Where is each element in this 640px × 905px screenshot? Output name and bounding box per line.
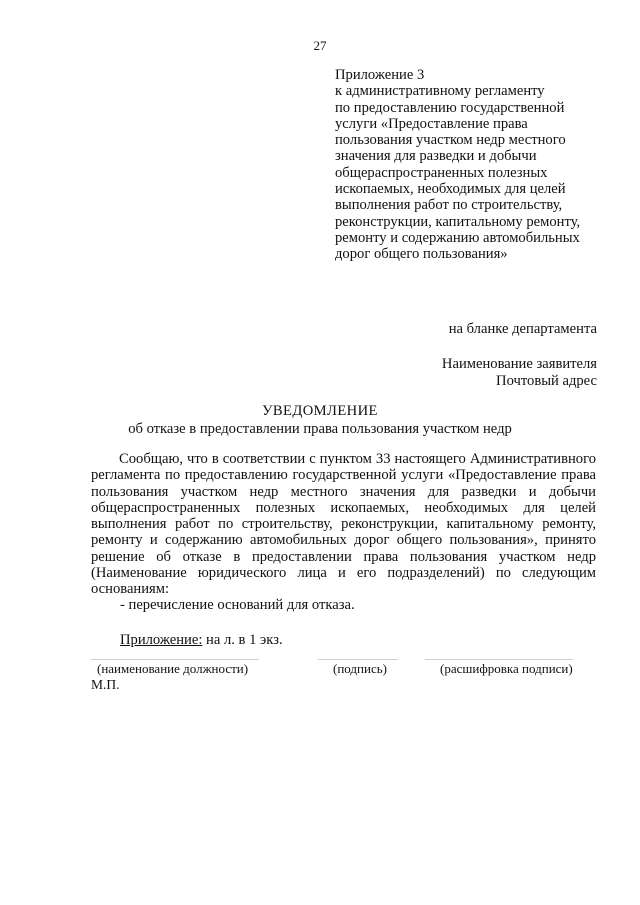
appendix-line: значения для разведки и добычи [335,148,537,165]
position-signature-line [91,659,259,660]
stamp-mark: М.П. [91,677,120,692]
body-line: общераспространенных полезных ископаемых, необходимых для целей [91,499,596,516]
appendix-line: реконструкции, капитальному ремонту, [335,213,581,230]
reasons-list: - перечисление оснований для отказа. [120,597,355,613]
appendix-line: выполнения работ по строительству, [335,197,563,214]
letterhead-note: на бланке департамента [448,321,597,337]
page-number: 27 [313,38,327,53]
attachment-text: на л. в 1 экз. [202,632,283,648]
appendix-line: ремонту и содержанию автомобильных [335,229,580,246]
position-caption: (наименование должности) [97,661,249,676]
appendix-line: общераспространенных полезных [335,164,548,181]
appendix-line: по предоставлению государственной [335,99,565,116]
decoding-signature-line [425,659,573,660]
notice-subtitle: об отказе в предоставлении права пользования участком недр [128,421,512,437]
body-line: (Наименование юридического лица и его подразделений) по следующим [91,565,596,582]
sign-signature-line [318,659,398,660]
appendix-line: дорог общего пользования» [335,246,508,263]
body-line: пользования участком недр местного значения для разведки и добычи [91,483,596,500]
body-line: Сообщаю, что в соответствии с пунктом 33 настоящего Административного [119,451,596,467]
body-line: выполнения работ по строительству, реконструкции, капитальному ремонту, [91,516,596,533]
body-line: регламента по предоставлению государственной услуги «Предоставление права [91,467,596,484]
decoding-caption: (расшифровка подписи) [440,661,573,676]
body-line: основаниям: [91,581,170,598]
body-line: ремонту и содержанию автомобильных дорог общего пользования», принято [91,532,596,549]
attachment-label: Приложение: [120,632,203,648]
appendix-line: Приложение 3 [335,67,425,83]
appendix-line: услуги «Предоставление права [335,115,528,132]
attachment-note [120,632,283,649]
recipient-name: Наименование заявителя [441,356,597,372]
appendix-line: пользования участком недр местного [335,132,566,149]
appendix-line: к административному регламенту [335,83,545,100]
recipient-address: Почтовый адрес [496,372,597,389]
sign-caption: (подпись) [333,661,387,676]
body-line: решение об отказе в предоставлении права пользования участком недр [91,548,596,565]
appendix-line: ископаемых, необходимых для целей [335,181,566,198]
appendix-header [335,67,625,263]
recipient-block [442,356,597,389]
notice-title: УВЕДОМЛЕНИЕ [262,403,378,419]
notice-body [91,451,596,598]
